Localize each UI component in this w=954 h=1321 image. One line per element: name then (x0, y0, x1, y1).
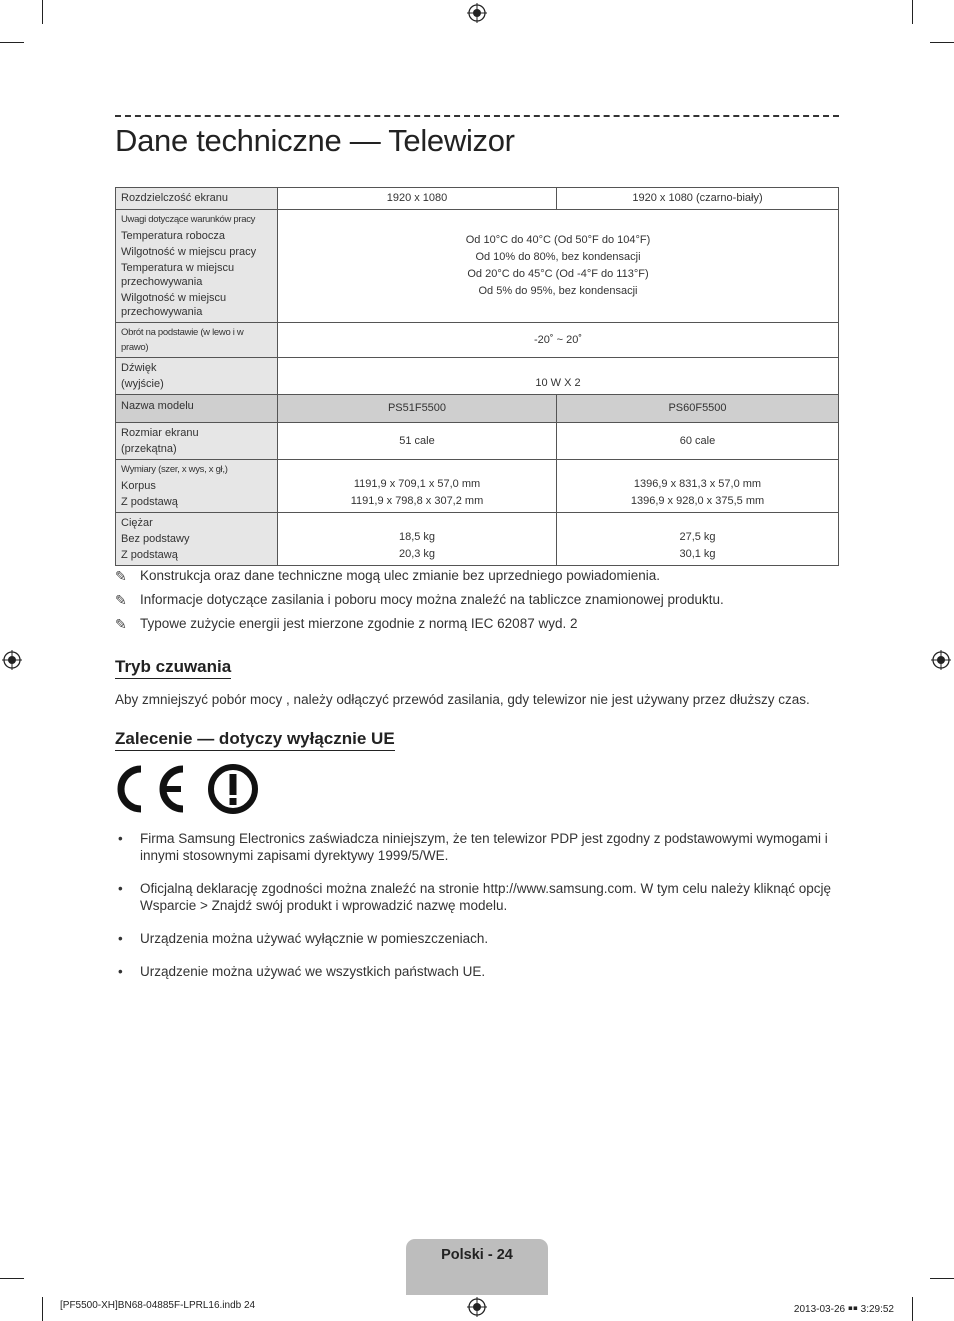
cell-value (278, 513, 557, 566)
cell-value: 10 W X 2 (278, 358, 839, 395)
crop-mark (930, 1278, 954, 1279)
value-line: 18,5 kg (398, 531, 436, 543)
registration-mark-icon (931, 650, 951, 670)
bullet-dot: • (118, 931, 123, 946)
registration-mark-icon (2, 650, 22, 670)
ce-mark-icon (115, 763, 201, 815)
label-line: Temperatura w miejscu przechowywania (121, 262, 235, 288)
footer-date: 2013-03-26 ￭￭ 3:29:52 (793, 1304, 894, 1315)
value-line: 1191,9 x 798,8 x 307,2 mm (350, 495, 484, 507)
footer-file: [PF5500-XH]BN68-04885F-LPRL16.indb 24 (60, 1300, 256, 1311)
label-line: Wilgotność w miejscu pracy (121, 246, 257, 258)
registration-mark-icon (467, 3, 487, 23)
row-label (116, 423, 278, 460)
note-text: Typowe zużycie energii jest mierzone zgodnie z normą IEC 62087 wyd. 2 (140, 616, 578, 631)
note-text: Informacje dotyczące zasilania i poboru mocy można znaleźć na tabliczce znamionowej produktu. (140, 592, 724, 607)
bullet-dot: • (118, 881, 123, 896)
value-line: 30,1 kg (679, 548, 716, 560)
label-line: Rozmiar ekranu (121, 427, 199, 439)
standby-heading: Tryb czuwania (115, 657, 231, 679)
cell-value (557, 460, 839, 513)
list-item (115, 930, 845, 947)
table-row (116, 513, 839, 566)
crop-mark (42, 1297, 43, 1321)
row-label (116, 513, 278, 566)
label-line: Temperatura robocza (121, 230, 225, 242)
row-label (116, 210, 278, 323)
crop-mark (912, 0, 913, 24)
row-label (116, 323, 278, 358)
cell-value (557, 513, 839, 566)
value-line: Od 10% do 80%, bez kondensacji (475, 251, 641, 263)
row-label (116, 358, 278, 395)
cell-value: PS60F5500 (557, 395, 839, 423)
notes-list (115, 568, 845, 640)
value-line: Od 5% do 95%, bez kondensacji (478, 285, 638, 297)
table-row (116, 423, 839, 460)
list-item (115, 880, 845, 914)
value-line: 1396,9 x 831,3 x 57,0 mm (633, 478, 762, 490)
cell-value: 1920 x 1080 (278, 188, 557, 210)
value-line: 20,3 kg (398, 548, 436, 560)
value-line: Od 20°C do 45°C (Od -4°F do 113°F) (467, 268, 649, 280)
list-item (115, 830, 845, 864)
label-line: (wyjście) (121, 378, 164, 390)
bullet-text: Urządzenia można używać wyłącznie w pomieszczeniach. (140, 931, 489, 946)
title-rule (115, 115, 839, 117)
cell-value: 1920 x 1080 (czarno-biały) (557, 188, 839, 210)
standby-text: Aby zmniejszyć pobór mocy , należy odłączyć przewód zasilania, gdy telewizor nie jest używany przez dłuższy czas. (115, 692, 810, 707)
eu-bullet-list (115, 830, 845, 996)
spec-table (115, 187, 839, 566)
cell-value (278, 210, 839, 323)
label-line: Uwagi dotyczące warunków pracy (121, 214, 256, 225)
label-line: Dźwięk (121, 362, 157, 374)
table-row (116, 460, 839, 513)
bullet-dot: • (118, 831, 123, 846)
page-number-tab (406, 1239, 548, 1295)
list-item (115, 963, 845, 980)
label-line: Wilgotność w miejscu przechowywania (121, 292, 227, 318)
cell-value: -20˚ ~ 20˚ (278, 323, 839, 358)
table-row (116, 395, 839, 423)
cell-value: 60 cale (557, 423, 839, 460)
cell-value: PS51F5500 (278, 395, 557, 423)
crop-mark (0, 42, 24, 43)
note-item (115, 592, 845, 616)
eu-heading: Zalecenie — dotyczy wyłącznie UE (115, 729, 395, 751)
note-text: Konstrukcja oraz dane techniczne mogą ulec zmianie bez uprzedniego powiadomienia. (140, 568, 661, 583)
note-pen-icon: ✎ (115, 568, 127, 584)
value-line: 27,5 kg (679, 531, 716, 543)
registration-mark-icon (467, 1297, 487, 1317)
label-line: Z podstawą (121, 549, 178, 561)
label-line: Wymiary (szer, x wys, x gł,) (121, 464, 228, 475)
cell-value (278, 460, 557, 513)
crop-mark (912, 1297, 913, 1321)
row-label (116, 460, 278, 513)
table-row (116, 323, 839, 358)
bullet-text: Firma Samsung Electronics zaświadcza niniejszym, że ten telewizor PDP jest zgodny z podstawowymi wymogami i innymi stosownymi zapisami dyrektywy 1999/5/WE. (140, 831, 828, 863)
value-line: Od 10°C do 40°C (Od 50°F do 104°F) (465, 234, 651, 246)
table-row (116, 210, 839, 323)
table-row (116, 188, 839, 210)
crop-mark (0, 1278, 24, 1279)
note-item (115, 568, 845, 592)
bullet-dot: • (118, 964, 123, 979)
label-line: (przekątna) (121, 443, 177, 455)
label-line: Ciężar (121, 517, 153, 529)
note-pen-icon: ✎ (115, 592, 127, 608)
value-line: 1191,9 x 709,1 x 57,0 mm (353, 478, 481, 490)
table-row (116, 358, 839, 395)
alert-mark-icon (207, 763, 259, 815)
bullet-text: Oficjalną deklarację zgodności można znaleźć na stronie http://www.samsung.com. W tym celu należy kliknąć opcję Wsparcie > Znajdź swój produkt i wprowadzić nazwę modelu. (140, 881, 832, 913)
row-label: Rozdzielczość ekranu (116, 188, 278, 210)
crop-mark (930, 42, 954, 43)
label-line: Korpus (121, 480, 156, 492)
cell-value: 51 cale (278, 423, 557, 460)
crop-mark (42, 0, 43, 24)
value-line: 1396,9 x 928,0 x 375,5 mm (630, 495, 765, 507)
compliance-logos (115, 763, 259, 815)
page-number: Polski - 24 (441, 1247, 513, 1263)
bullet-text: Urządzenie można używać we wszystkich państwach UE. (140, 964, 486, 979)
page-title: Dane techniczne — Telewizor (115, 123, 515, 158)
label-line: Bez podstawy (121, 533, 190, 545)
label-line: Obrót na podstawie (w lewo i w prawo) (121, 327, 244, 353)
row-label: Nazwa modelu (116, 395, 278, 423)
label-line: Z podstawą (121, 496, 178, 508)
note-item (115, 616, 845, 640)
note-pen-icon: ✎ (115, 616, 127, 632)
